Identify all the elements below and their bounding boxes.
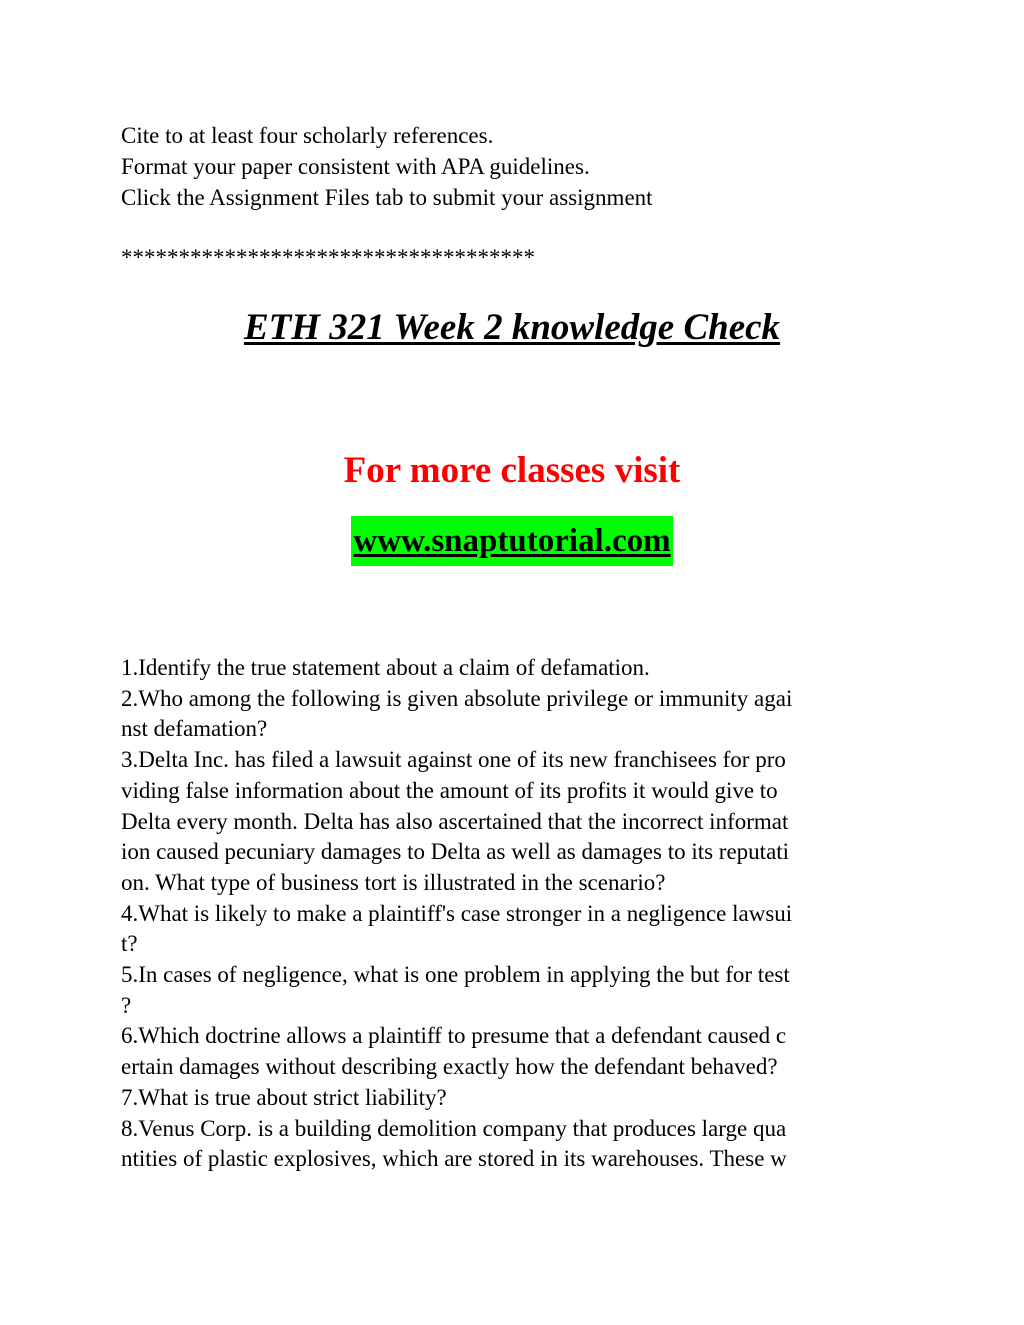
question-line: 6.Which doctrine allows a plaintiff to presume that a defendant caused c (121, 1023, 787, 1049)
question-line: ntities of plastic explosives, which are stored in its warehouses. These w (121, 1146, 787, 1172)
intro-instructions (121, 120, 921, 213)
intro-line: Cite to at least four scholarly references. (121, 123, 494, 148)
question-line: 5.In cases of negligence, what is one problem in applying the but for test (121, 962, 790, 988)
question-line: ? (121, 992, 132, 1018)
question-line: 4.What is likely to make a plaintiff's case stronger in a negligence lawsui (121, 900, 793, 926)
visit-heading: For more classes visit (343, 450, 681, 491)
separator-line: ************************************ (121, 245, 535, 270)
question-line: on. What type of business tort is illustrated in the scenario? (121, 869, 666, 895)
website-link[interactable]: www.snaptutorial.com (351, 516, 672, 566)
intro-line: Click the Assignment Files tab to submit your assignment (121, 185, 653, 210)
question-list (121, 653, 921, 1175)
question-line: 1.Identify the true statement about a claim of defamation. (121, 655, 650, 680)
page-title: ETH 321 Week 2 knowledge Check (243, 307, 781, 348)
question-line: Delta every month. Delta has also ascertained that the incorrect informat (121, 808, 789, 834)
intro-line: Format your paper consistent with APA guidelines. (121, 154, 590, 179)
question-line: ion caused pecuniary damages to Delta as well as damages to its reputati (121, 839, 790, 865)
question-line: ertain damages without describing exactly how the defendant behaved? (121, 1054, 778, 1080)
question-line: 7.What is true about strict liability? (121, 1084, 447, 1110)
question-line: 8.Venus Corp. is a building demolition company that produces large qua (121, 1115, 787, 1141)
question-line: t? (121, 931, 138, 957)
url-container (0, 516, 1024, 566)
question-line: 3.Delta Inc. has filed a lawsuit against one of its new franchisees for pro (121, 747, 786, 773)
question-line: nst defamation? (121, 716, 268, 742)
question-line: 2.Who among the following is given absolute privilege or immunity agai (121, 685, 793, 711)
question-line: viding false information about the amount of its profits it would give to (121, 777, 778, 803)
